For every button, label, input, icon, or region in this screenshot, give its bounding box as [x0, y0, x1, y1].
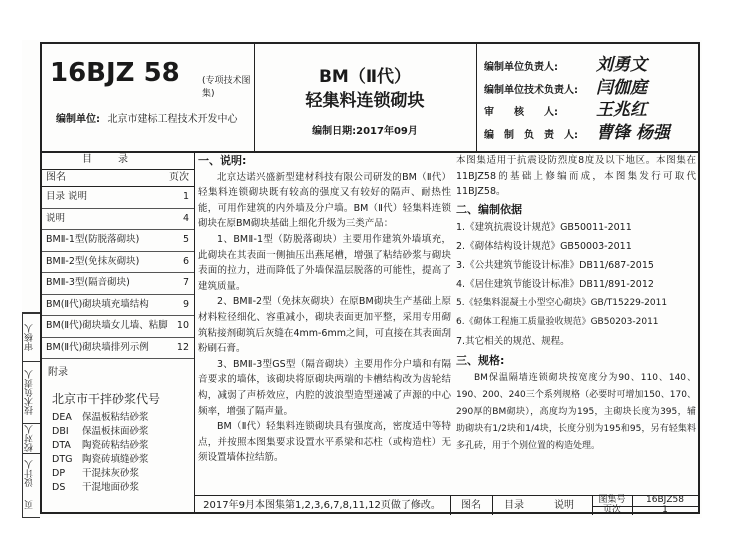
- mortar-code: DP: [52, 468, 66, 479]
- appendix-item: [42, 453, 194, 467]
- toc-row-page: 6: [182, 255, 189, 267]
- revision-note: 2017年9月本图集第1,2,3,6,7,8,11,12页做了修改。: [194, 496, 451, 515]
- section-heading: 二、编制依据: [456, 202, 522, 216]
- reference-item: 4.《居住建筑节能设计标准》DB11/891-2012: [456, 279, 654, 291]
- mortar-code: DEA: [52, 412, 72, 423]
- reference-item: 2.《砌体结构设计规范》GB50003-2011: [456, 241, 632, 253]
- appendix-item: [42, 467, 194, 481]
- date-value: 2017年09月: [356, 126, 418, 137]
- footer-name-label: 图名: [450, 496, 493, 515]
- mortar-desc: 陶瓷砖填缝砂浆: [82, 454, 149, 465]
- notes-column-right: [456, 153, 696, 455]
- compiler-name: 北京市建标工程技术开发中心: [107, 114, 238, 125]
- mortar-code: DTG: [52, 454, 73, 465]
- side-strip-cell: 审核人: [23, 313, 40, 361]
- footer-page-label: 页次: [592, 506, 633, 515]
- toc-row[interactable]: [42, 338, 194, 360]
- side-strip-cell: 校对人: [23, 423, 40, 453]
- title-block: [42, 44, 698, 153]
- appendix-item: [42, 411, 194, 425]
- toc-row[interactable]: [42, 230, 194, 252]
- note-paragraph: 本图集适用于抗震设防烈度8度及以下地区。本图集在11BJZ58的基础上修编而成，本图集发行可取代11BJZ58。: [456, 155, 696, 198]
- toc-col-name: 图名: [46, 172, 66, 183]
- drawing-sheet: [22, 40, 702, 518]
- appendix-title: 北京市干拌砂浆代号: [52, 392, 161, 406]
- mortar-code: DBI: [52, 426, 69, 437]
- toc-row[interactable]: [42, 252, 194, 274]
- signature-row: [484, 100, 647, 125]
- toc-row[interactable]: [42, 295, 194, 317]
- reference-item: 5.《轻集料混凝土小型空心砌块》GB/T15229-2011: [456, 298, 668, 309]
- toc-row-name: BM(Ⅱ代)砌块墙女儿墙、粘脚: [46, 320, 168, 331]
- signature-row: [484, 55, 647, 80]
- notes-body: [194, 151, 698, 495]
- toc-row-page: 12: [176, 341, 189, 353]
- footer-name-value: 目录: [504, 500, 524, 511]
- compile-date: [254, 122, 476, 137]
- side-strip-cell: 设计人: [23, 453, 40, 493]
- toc-row[interactable]: [42, 187, 194, 209]
- handwritten-signature: 刘勇文: [596, 55, 647, 75]
- note-paragraph: BM（Ⅱ代）轻集料连锁砌块具有强度高，密度适中等特点，并按照本图集要求设置水平系梁和芯柱（或构造柱）无须设置墙体拉结筋。: [198, 421, 451, 464]
- footer-atlas-label: 图集号: [592, 496, 633, 507]
- code-box: [42, 44, 255, 151]
- appendix-label: 附录: [48, 367, 68, 378]
- appendix-item: [42, 481, 194, 495]
- signature-row: [484, 78, 647, 103]
- footer-desc-value: 说明: [536, 496, 593, 515]
- handwritten-signature: 王兆红: [596, 100, 647, 120]
- toc-row-name: 目录 说明: [46, 191, 88, 202]
- title-line-1: BM（Ⅱ代）: [318, 67, 412, 87]
- note-paragraph: 1、BMⅡ-1型（防脱落砌块）主要用作建筑外墙填充，此砌块在其表面一侧抽压出燕尾槽，增强了粘结砂浆与砌块表面的拉力，进而降低了外墙保温层脱落的可能性，提高了建筑质量。: [198, 233, 451, 292]
- toc-title: 目录: [42, 151, 194, 170]
- signature-role: 审 核 人:: [484, 107, 558, 118]
- atlas-code-tag: (专项技术图集): [202, 76, 251, 99]
- toc-row-page: 4: [182, 212, 189, 224]
- section-heading: 一、说明:: [198, 154, 247, 167]
- toc-row-name: BMⅡ-1型(防脱落砌块): [46, 234, 140, 245]
- toc-col-page: 页次: [169, 172, 189, 183]
- mortar-desc: 保温板抹面砂浆: [82, 426, 149, 437]
- toc-row-name: BM(Ⅱ代)砌块填充墙结构: [46, 298, 149, 310]
- toc-row-name: 说明: [46, 212, 66, 224]
- toc-row[interactable]: [42, 316, 194, 338]
- title-line-2: 轻集料连锁砌块: [305, 91, 425, 111]
- mortar-desc: 干混地面砂浆: [82, 482, 140, 493]
- toc-row-name: BMⅡ-3型(隔音砌块): [46, 277, 130, 288]
- section-heading: 三、规格:: [456, 354, 505, 368]
- side-strip-cell: 页: [25, 500, 35, 510]
- toc-header-row: [42, 170, 194, 187]
- date-label: 编制日期:: [312, 126, 357, 137]
- reference-item: 7.其它相关的规范、规程。: [456, 336, 570, 348]
- handwritten-signature: 闫伽庭: [596, 78, 647, 98]
- toc-row-page: 10: [176, 320, 189, 331]
- appendix-item: [42, 439, 194, 453]
- toc-row[interactable]: [42, 273, 194, 295]
- signature-box: [476, 44, 698, 151]
- mortar-desc: 陶瓷砖粘结砂浆: [82, 440, 149, 451]
- toc-row-page: 7: [182, 277, 189, 288]
- toc-row-page: 5: [182, 234, 189, 245]
- note-paragraph: 3、BMⅡ-3型GS型（隔音砌块）主要用作分户墙和有隔音要求的墙体，该砌块将原砌块两端的卡槽结构改为齿轮结构，减弱了声桥效应，内腔的波浪型造型递减了声源的中心频率，增强了隔声量。: [198, 358, 451, 417]
- mortar-desc: 保温板粘结砂浆: [82, 412, 149, 423]
- atlas-code: 16BJZ 58: [50, 58, 180, 88]
- toc-row[interactable]: [42, 209, 194, 231]
- signature-role: 编 制 负 责 人:: [484, 130, 578, 141]
- handwritten-signature: 曹锋 杨强: [596, 123, 670, 143]
- title-box: [254, 44, 477, 151]
- toc-row-page: 1: [182, 191, 189, 202]
- footer-atlas-value: 16BJZ58: [632, 496, 698, 507]
- toc-row-name: BM(Ⅱ代)砌块墙排列示例: [46, 341, 149, 353]
- approval-side-strip: [22, 312, 40, 518]
- note-paragraph: 北京达诺兴盛新型建材科技有限公司研发的BM（Ⅱ代）轻集料连锁砌块既有较高的强度又有较好的隔声、耐热性能，可用作建筑的内外墙及分户墙。BM（Ⅱ代）轻集料连锁砌块在原BM砌块基础上细化升级为三类产品：: [198, 171, 451, 230]
- note-paragraph: 2、BMⅡ-2型（免抹灰砌块）在原BM砌块生产基础上原材料粒径细化、容重减小，砌块表面更加平整，采用专用砌筑粘接剂砌筑后灰缝在4mm-6mm之间，可直接在其表面刮粉刷石膏。: [198, 296, 451, 355]
- mortar-code: DTA: [52, 440, 71, 451]
- table-of-contents: [42, 151, 195, 514]
- signature-role: 编制单位技术负责人:: [484, 85, 578, 96]
- spec-paragraph: BM保温隔墙连锁砌块按宽度分为90、110、140、190、200、240三个系列规格（必要时可增加150、170、290厚的BM砌块），高度均为195，主砌块长度为395，辅助砌块有1/2块和1/4块，长度分别为195和95，另有轻集料多孔砖，用于个别位置的构造处理。: [456, 372, 696, 451]
- compiler-line: [56, 110, 237, 125]
- reference-item: 1.《建筑抗震设计规范》GB50011-2011: [456, 222, 632, 234]
- footer-page-value: 1: [662, 505, 668, 515]
- mortar-code: DS: [52, 482, 66, 493]
- side-strip-cell: 技术负责人: [23, 361, 40, 423]
- notes-column-left: [198, 151, 451, 466]
- sheet-frame: [40, 42, 700, 514]
- mortar-desc: 干混抹灰砂浆: [82, 468, 140, 479]
- reference-item: 3.《公共建筑节能设计标准》DB11/687-2015: [456, 260, 654, 272]
- toc-row-page: 9: [182, 298, 189, 310]
- appendix-item: [42, 425, 194, 439]
- compiler-label: 编制单位:: [56, 114, 100, 125]
- footer-block: [194, 495, 698, 515]
- signature-role: 编制单位负责人:: [484, 62, 558, 73]
- toc-row-name: BMⅡ-2型(免抹灰砌块): [46, 255, 140, 267]
- reference-item: 6.《砌体工程施工质量验收规范》GB50203-2011: [456, 317, 659, 328]
- signature-row: [484, 123, 670, 148]
